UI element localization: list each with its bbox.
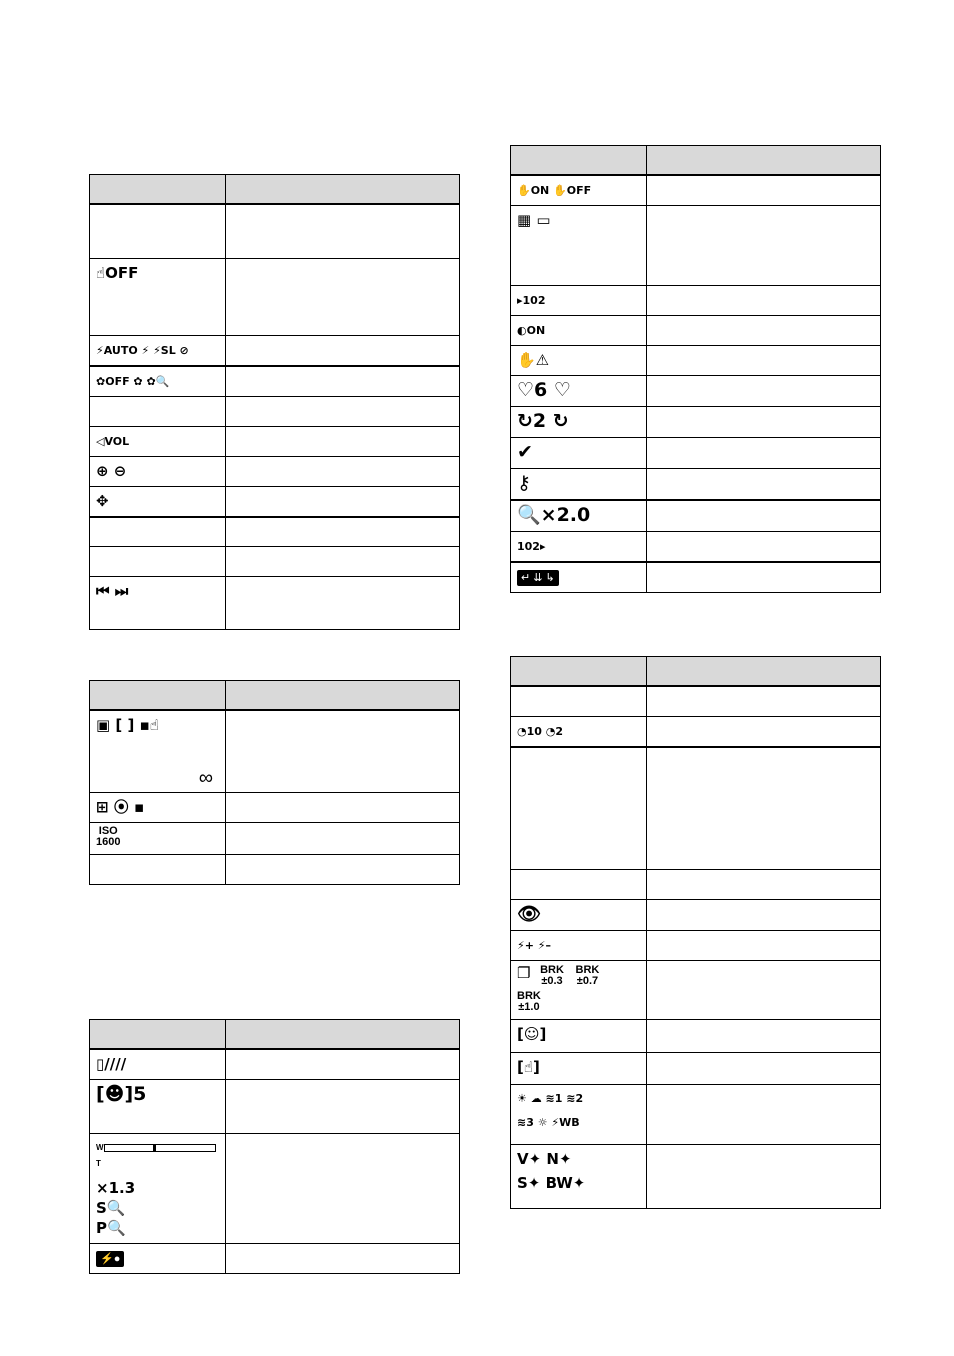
table-row xyxy=(90,547,460,577)
meaning-cell xyxy=(226,204,460,258)
table-row xyxy=(90,366,460,397)
table-row xyxy=(511,931,881,961)
meaning-cell xyxy=(226,854,460,884)
self-timer-icon: ◔10 ◔2 xyxy=(517,724,563,738)
table-row xyxy=(511,500,881,532)
battery-icon: ▯//// xyxy=(96,1055,127,1073)
table-row xyxy=(511,900,881,931)
icon-cell xyxy=(90,822,226,854)
meaning-cell xyxy=(226,1244,460,1274)
header-cell-indication xyxy=(226,681,460,711)
meaning-cell xyxy=(226,366,460,397)
icon-cell xyxy=(511,469,647,501)
header-cell-display xyxy=(90,1020,226,1050)
icon-cell xyxy=(90,854,226,884)
macro-icon: ✿OFF ✿ ✿🔍 xyxy=(96,374,170,388)
table-row xyxy=(90,517,460,547)
table-header xyxy=(511,657,881,687)
header-cell-indication xyxy=(647,657,881,687)
meaning-cell xyxy=(647,562,881,593)
meaning-cell xyxy=(647,376,881,407)
prev-next-icon: ⏮ ⏭ xyxy=(96,582,129,600)
header-cell-display xyxy=(511,146,647,176)
icon-cell xyxy=(90,1080,226,1134)
meaning-cell xyxy=(226,396,460,426)
table-row xyxy=(90,456,460,486)
checkmark-icon: ✔ xyxy=(517,441,533,463)
meaning-cell xyxy=(226,486,460,517)
display-table-b xyxy=(89,680,460,885)
icon-cell xyxy=(90,792,226,822)
table-row xyxy=(511,1145,881,1209)
table-row xyxy=(511,1020,881,1053)
meaning-cell xyxy=(647,407,881,438)
meaning-cell xyxy=(647,931,881,961)
table-row xyxy=(511,686,881,716)
touch-off-icon: ☝OFF xyxy=(96,263,139,282)
icon-cell xyxy=(511,206,647,286)
table-row xyxy=(511,175,881,206)
meaning-cell xyxy=(647,500,881,532)
table-row xyxy=(90,335,460,366)
table-row xyxy=(90,1049,460,1080)
rotate-icon: ↻2 ↻ xyxy=(517,410,569,432)
header-cell-display xyxy=(511,657,647,687)
meaning-cell xyxy=(226,1080,460,1134)
face-frame-icon: [☺] xyxy=(517,1025,547,1043)
icon-cell xyxy=(90,1244,226,1274)
icon-cell xyxy=(90,1049,226,1080)
icon-cell xyxy=(90,547,226,577)
icon-cell xyxy=(90,396,226,426)
meaning-cell xyxy=(647,532,881,563)
table-row xyxy=(511,1053,881,1085)
table-row xyxy=(511,316,881,346)
steady-shot-icon: ✋ON ✋OFF xyxy=(517,184,592,197)
table-row xyxy=(90,577,460,630)
meaning-cell xyxy=(226,456,460,486)
zoom-icon: ⊕ ⊖ xyxy=(96,461,127,480)
header-cell-display xyxy=(90,681,226,711)
table-row xyxy=(90,792,460,822)
table-row xyxy=(511,438,881,469)
icon-cell xyxy=(511,438,647,469)
table-header xyxy=(90,1020,460,1050)
meaning-cell xyxy=(647,286,881,316)
icon-cell xyxy=(90,486,226,517)
meaning-cell xyxy=(226,1049,460,1080)
icon-cell xyxy=(511,1145,647,1209)
af-illuminator-icon: ◐ON xyxy=(517,324,546,337)
protect-key-icon: ⚷ xyxy=(517,472,531,494)
icon-cell xyxy=(511,376,647,407)
meaning-cell xyxy=(647,1145,881,1209)
table-row xyxy=(90,710,460,792)
icon-cell xyxy=(511,900,647,931)
icon-cell xyxy=(90,335,226,366)
white-balance-icons-row2: ≋3 ☼ ⚡WB xyxy=(517,1116,580,1129)
meaning-cell xyxy=(647,346,881,376)
meaning-cell xyxy=(226,517,460,547)
volume-icon: ◁VOL xyxy=(96,434,130,448)
zoom-scale: W T xyxy=(96,1140,219,1172)
table-row xyxy=(511,469,881,501)
table-row xyxy=(511,407,881,438)
vibration-warning-icon: ✋⚠ xyxy=(517,351,550,369)
meaning-cell xyxy=(226,1134,460,1244)
iso-icon: ISO 1600 xyxy=(96,824,121,848)
bracket-07-icon: BRK ±0.7 xyxy=(575,964,600,987)
table-row xyxy=(511,716,881,747)
zoom-level: ×1.3 xyxy=(96,1179,136,1197)
zoom-bar-icon xyxy=(104,1144,216,1152)
meaning-cell xyxy=(226,426,460,456)
icon-cell xyxy=(511,961,647,1020)
icon-cell xyxy=(90,1134,226,1244)
icon-cell xyxy=(90,456,226,486)
meaning-cell xyxy=(647,175,881,206)
header-cell-indication xyxy=(226,175,460,205)
icon-cell xyxy=(511,316,647,346)
face-detection-icon: [☻]5 xyxy=(96,1083,147,1105)
icon-cell xyxy=(511,1053,647,1085)
table-row xyxy=(90,1080,460,1134)
table-row xyxy=(90,426,460,456)
control-button-icon: ✥ xyxy=(96,491,109,510)
red-eye-icon: 👁 xyxy=(517,903,542,925)
table-row xyxy=(511,376,881,407)
display-table-d xyxy=(510,145,881,593)
icon-cell xyxy=(90,366,226,397)
table-header xyxy=(90,681,460,711)
meaning-cell xyxy=(647,1053,881,1085)
icon-cell xyxy=(511,346,647,376)
table-row xyxy=(90,396,460,426)
icon-cell xyxy=(90,426,226,456)
playback-zoom-icon: 🔍×2.0 xyxy=(517,504,591,526)
table-row xyxy=(511,286,881,316)
bracket-03-icon: BRK ±0.3 xyxy=(540,964,564,987)
table-row xyxy=(90,1134,460,1244)
icon-cell xyxy=(511,870,647,900)
header-cell-indication xyxy=(226,1020,460,1050)
flash-charging-icon: ⚡● xyxy=(96,1251,124,1267)
meaning-cell xyxy=(647,316,881,346)
meaning-cell xyxy=(226,822,460,854)
white-balance-icons-row1: ☀ ☁ ≋1 ≋2 xyxy=(517,1092,584,1105)
icon-cell xyxy=(511,747,647,870)
meaning-cell xyxy=(647,900,881,931)
icon-cell xyxy=(511,500,647,532)
meaning-cell xyxy=(226,547,460,577)
meaning-cell xyxy=(226,710,460,792)
meaning-cell xyxy=(226,258,460,335)
meaning-cell xyxy=(647,870,881,900)
icon-cell xyxy=(511,716,647,747)
recording-folder-icon: ▸102 xyxy=(517,294,546,307)
display-table-a xyxy=(89,174,460,630)
table-row xyxy=(511,961,881,1020)
meaning-cell xyxy=(647,469,881,501)
table-row xyxy=(511,346,881,376)
meaning-cell xyxy=(647,961,881,1020)
meaning-cell xyxy=(647,1020,881,1053)
meaning-cell xyxy=(226,792,460,822)
precision-zoom-icon: P🔍 xyxy=(96,1219,126,1237)
table-header xyxy=(90,175,460,205)
icon-cell xyxy=(90,258,226,335)
icon-cell xyxy=(90,577,226,630)
icon-cell xyxy=(511,407,647,438)
table-row xyxy=(90,822,460,854)
icon-cell xyxy=(511,1020,647,1053)
icon-cell xyxy=(511,931,647,961)
meaning-cell xyxy=(226,335,460,366)
meaning-cell xyxy=(647,438,881,469)
table-row xyxy=(90,486,460,517)
touch-frame-icon: [☝] xyxy=(517,1058,540,1076)
display-table-c xyxy=(89,1019,460,1274)
table-row xyxy=(511,747,881,870)
icon-cell xyxy=(511,286,647,316)
header-cell-indication xyxy=(647,146,881,176)
favorites-icon: ♡6 ♡ xyxy=(517,379,571,401)
color-mode-icons-row1: V✦ N✦ xyxy=(517,1150,572,1168)
flash-level-icon: ⚡+ ⚡– xyxy=(517,939,551,952)
burst-icon: ❐ xyxy=(517,964,531,982)
icon-cell xyxy=(511,562,647,593)
meaning-cell xyxy=(647,206,881,286)
display-table-e xyxy=(510,656,881,1209)
icon-cell xyxy=(511,532,647,563)
flash-mode-icon: ⚡AUTO ⚡ ⚡SL ⊘ xyxy=(96,343,189,357)
metering-mode-icon: ⊞ ⦿ ▪ xyxy=(96,797,145,816)
table-row xyxy=(511,206,881,286)
table-row xyxy=(90,204,460,258)
meaning-cell xyxy=(226,577,460,630)
table-row xyxy=(511,1085,881,1145)
meaning-cell xyxy=(647,716,881,747)
af-range-icon: ▣ [ ] ▪☝ xyxy=(96,716,159,734)
header-cell-display xyxy=(90,175,226,205)
icon-cell xyxy=(90,710,226,792)
bracket-10-icon: BRK ±1.0 xyxy=(517,990,541,1013)
color-mode-icons-row2: S✦ BW✦ xyxy=(517,1174,586,1192)
table-row xyxy=(90,258,460,335)
table-row xyxy=(511,870,881,900)
icon-cell xyxy=(511,175,647,206)
table-row xyxy=(90,854,460,884)
recording-media-icon: ▦ ▭ xyxy=(517,211,551,229)
playback-folder-icon: 102▸ xyxy=(517,540,546,553)
icon-cell xyxy=(90,517,226,547)
icon-cell xyxy=(511,686,647,716)
icon-cell xyxy=(511,1085,647,1145)
table-row xyxy=(90,1244,460,1274)
return-icons: ↵ ⇊ ↳ xyxy=(517,570,559,586)
table-row xyxy=(511,562,881,593)
meaning-cell xyxy=(647,686,881,716)
table-row xyxy=(511,532,881,563)
table-header xyxy=(511,146,881,176)
infinity-icon: ∞ xyxy=(198,766,213,789)
smart-zoom-icon: S🔍 xyxy=(96,1199,126,1217)
icon-cell xyxy=(90,204,226,258)
meaning-cell xyxy=(647,1085,881,1145)
meaning-cell xyxy=(647,747,881,870)
